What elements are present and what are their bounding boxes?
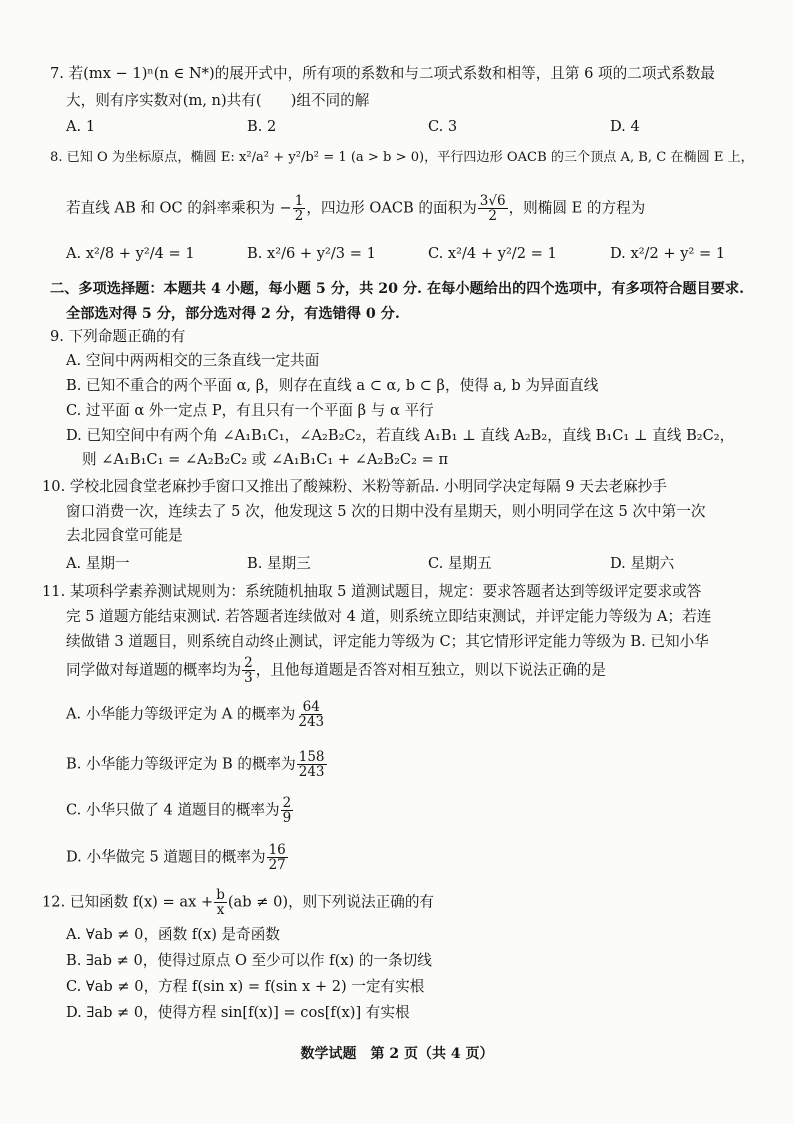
denominator: 27 bbox=[268, 857, 286, 874]
q11-option-c-text: C. 小华只做了 4 道题目的概率为 bbox=[66, 801, 280, 819]
q9-option-c: C. 过平面 α 外一定点 P，有且只有一个平面 β 与 α 平行 bbox=[66, 402, 434, 419]
q8-stem-line1: 8. 已知 O 为坐标原点，椭圆 E: x²/a² + y²/b² = 1 (a > b > 0)，平行四边形 OACB 的三个顶点 A, B, C 在椭圆 E 上， bbox=[50, 150, 754, 165]
q10-stem-line3: 去北园食堂可能是 bbox=[66, 527, 183, 544]
q11-option-a-fraction bbox=[296, 700, 326, 729]
q11-prob-fraction bbox=[242, 656, 255, 685]
q11-option-b bbox=[66, 750, 328, 779]
q11-stem-line3: 续做错 3 道题目，则系统自动终止测试，评定能力等级为 C；其它情形评定能力等级为 B. 已知小华 bbox=[66, 633, 709, 650]
denominator: x bbox=[216, 902, 225, 919]
denominator: 243 bbox=[298, 764, 325, 781]
q10-option-c: C. 星期五 bbox=[428, 555, 492, 572]
denominator: 2 bbox=[488, 208, 497, 225]
q9-option-d-line1: D. 已知空间中有两个角 ∠A₁B₁C₁，∠A₂B₂C₂，若直线 A₁B₁ ⊥ 直线 A₂B₂，直线 B₁C₁ ⊥ 直线 B₂C₂， bbox=[66, 427, 735, 444]
q9-stem: 9. 下列命题正确的有 bbox=[50, 328, 186, 345]
numerator: 64 bbox=[302, 699, 320, 715]
section2-heading-line1: 二、多项选择题：本题共 4 小题，每小题 5 分，共 20 分. 在每小题给出的四个选项中，有多项符合题目要求. bbox=[50, 281, 745, 297]
q8-option-d: D. x²/2 + y² = 1 bbox=[610, 245, 726, 262]
numerator: 2 bbox=[244, 655, 253, 671]
numerator: 3√6 bbox=[479, 193, 506, 209]
q12-text-a: 12. 已知函数 f(x) = ax + bbox=[42, 893, 214, 911]
q8-text-c: ，则椭圆 E 的方程为 bbox=[508, 199, 646, 217]
q11-text-a: 同学做对每道题的概率均为 bbox=[66, 661, 242, 679]
q11-option-d-fraction bbox=[267, 843, 288, 872]
denominator: 2 bbox=[294, 208, 304, 225]
q10-option-a: A. 星期一 bbox=[66, 555, 130, 572]
numerator: b bbox=[216, 887, 225, 903]
q9-option-d-line2: 则 ∠A₁B₁C₁ = ∠A₂B₂C₂ 或 ∠A₁B₁C₁ + ∠A₂B₂C₂ = π bbox=[82, 451, 449, 468]
numerator: 2 bbox=[282, 795, 292, 811]
q12-b-over-x bbox=[214, 888, 227, 917]
q7-option-c: C. 3 bbox=[428, 118, 458, 135]
q8-area-fraction bbox=[478, 194, 508, 223]
q8-stem-line2 bbox=[66, 194, 645, 223]
q11-option-c-fraction bbox=[281, 796, 294, 825]
q11-stem-line1: 11. 某项科学素养测试规则为：系统随机抽取 5 道测试题目，规定：要求答题者达到等级评定要求或答 bbox=[42, 583, 702, 600]
page-footer: 数学试题 第 2 页（共 4 页） bbox=[300, 1046, 494, 1062]
q7-stem-line2: 大，则有序实数对(m, n)共有( )组不同的解 bbox=[66, 92, 370, 109]
q8-option-b: B. x²/6 + y²/3 = 1 bbox=[247, 245, 376, 262]
q12-option-d: D. ∃ab ≠ 0，使得方程 sin[f(x)] = cos[f(x)] 有实根 bbox=[66, 1004, 410, 1021]
q12-stem bbox=[42, 888, 434, 917]
q10-stem-line1: 10. 学校北园食堂老麻抄手窗口又推出了酸辣粉、米粉等新品. 小明同学决定每隔 9 天去老麻抄手 bbox=[42, 478, 667, 495]
q11-option-a-text: A. 小华能力等级评定为 A 的概率为 bbox=[66, 705, 296, 723]
section2-heading-line2: 全部选对得 5 分，部分选对得 2 分，有选错得 0 分. bbox=[66, 306, 400, 322]
q9-option-a: A. 空间中两两相交的三条直线一定共面 bbox=[66, 352, 320, 369]
q10-option-d: D. 星期六 bbox=[610, 555, 675, 572]
q9-option-b: B. 已知不重合的两个平面 α, β，则存在直线 a ⊂ α, b ⊂ β，使得 a, b 为异面直线 bbox=[66, 377, 599, 394]
q11-option-d-text: D. 小华做完 5 道题目的概率为 bbox=[66, 848, 266, 866]
q12-option-a: A. ∀ab ≠ 0，函数 f(x) 是奇函数 bbox=[66, 926, 280, 943]
numerator: 158 bbox=[298, 749, 325, 765]
q7-stem-line1: 7. 若(mx − 1)ⁿ(n ∈ N*)的展开式中，所有项的系数和与二项式系数和相等，且第 6 项的二项式系数最 bbox=[50, 65, 715, 82]
q11-text-b: ，且他每道题是否答对相互独立，则以下说法正确的是 bbox=[255, 661, 606, 679]
q11-stem-line4 bbox=[66, 656, 606, 685]
q12-option-b: B. ∃ab ≠ 0，使得过原点 O 至少可以作 f(x) 的一条切线 bbox=[66, 952, 432, 969]
q12-text-b: (ab ≠ 0)，则下列说法正确的有 bbox=[227, 893, 435, 911]
numerator: 1 bbox=[294, 193, 304, 209]
denominator: 243 bbox=[298, 714, 325, 731]
q11-stem-line2: 完 5 道题方能结束测试. 若答题者连续做对 4 道，则系统立即结束测试，并评定能力等级为 A；若连 bbox=[66, 608, 712, 625]
q11-option-b-fraction bbox=[297, 750, 327, 779]
q11-option-a bbox=[66, 700, 327, 729]
q7-option-b: B. 2 bbox=[247, 118, 277, 135]
denominator: 3 bbox=[244, 670, 253, 687]
numerator: 16 bbox=[268, 842, 286, 858]
q8-text-b: ，四边形 OACB 的面积为 bbox=[306, 199, 477, 217]
q7-option-a: A. 1 bbox=[66, 118, 96, 135]
q11-option-c bbox=[66, 796, 294, 825]
denominator: 9 bbox=[282, 810, 292, 827]
q8-slope-fraction bbox=[293, 194, 306, 223]
q8-text-a: 若直线 AB 和 OC 的斜率乘积为 − bbox=[66, 199, 292, 217]
q7-option-d: D. 4 bbox=[610, 118, 640, 135]
q8-option-c: C. x²/4 + y²/2 = 1 bbox=[428, 245, 557, 262]
q12-option-c: C. ∀ab ≠ 0，方程 f(sin x) = f(sin x + 2) 一定有实根 bbox=[66, 978, 425, 995]
q10-stem-line2: 窗口消费一次，连续去了 5 次，他发现这 5 次的日期中没有星期天，则小明同学在这 5 次中第一次 bbox=[66, 503, 706, 520]
q8-option-a: A. x²/8 + y²/4 = 1 bbox=[66, 245, 195, 262]
q10-option-b: B. 星期三 bbox=[247, 555, 311, 572]
q11-option-d bbox=[66, 843, 289, 872]
q11-option-b-text: B. 小华能力等级评定为 B 的概率为 bbox=[66, 755, 296, 773]
